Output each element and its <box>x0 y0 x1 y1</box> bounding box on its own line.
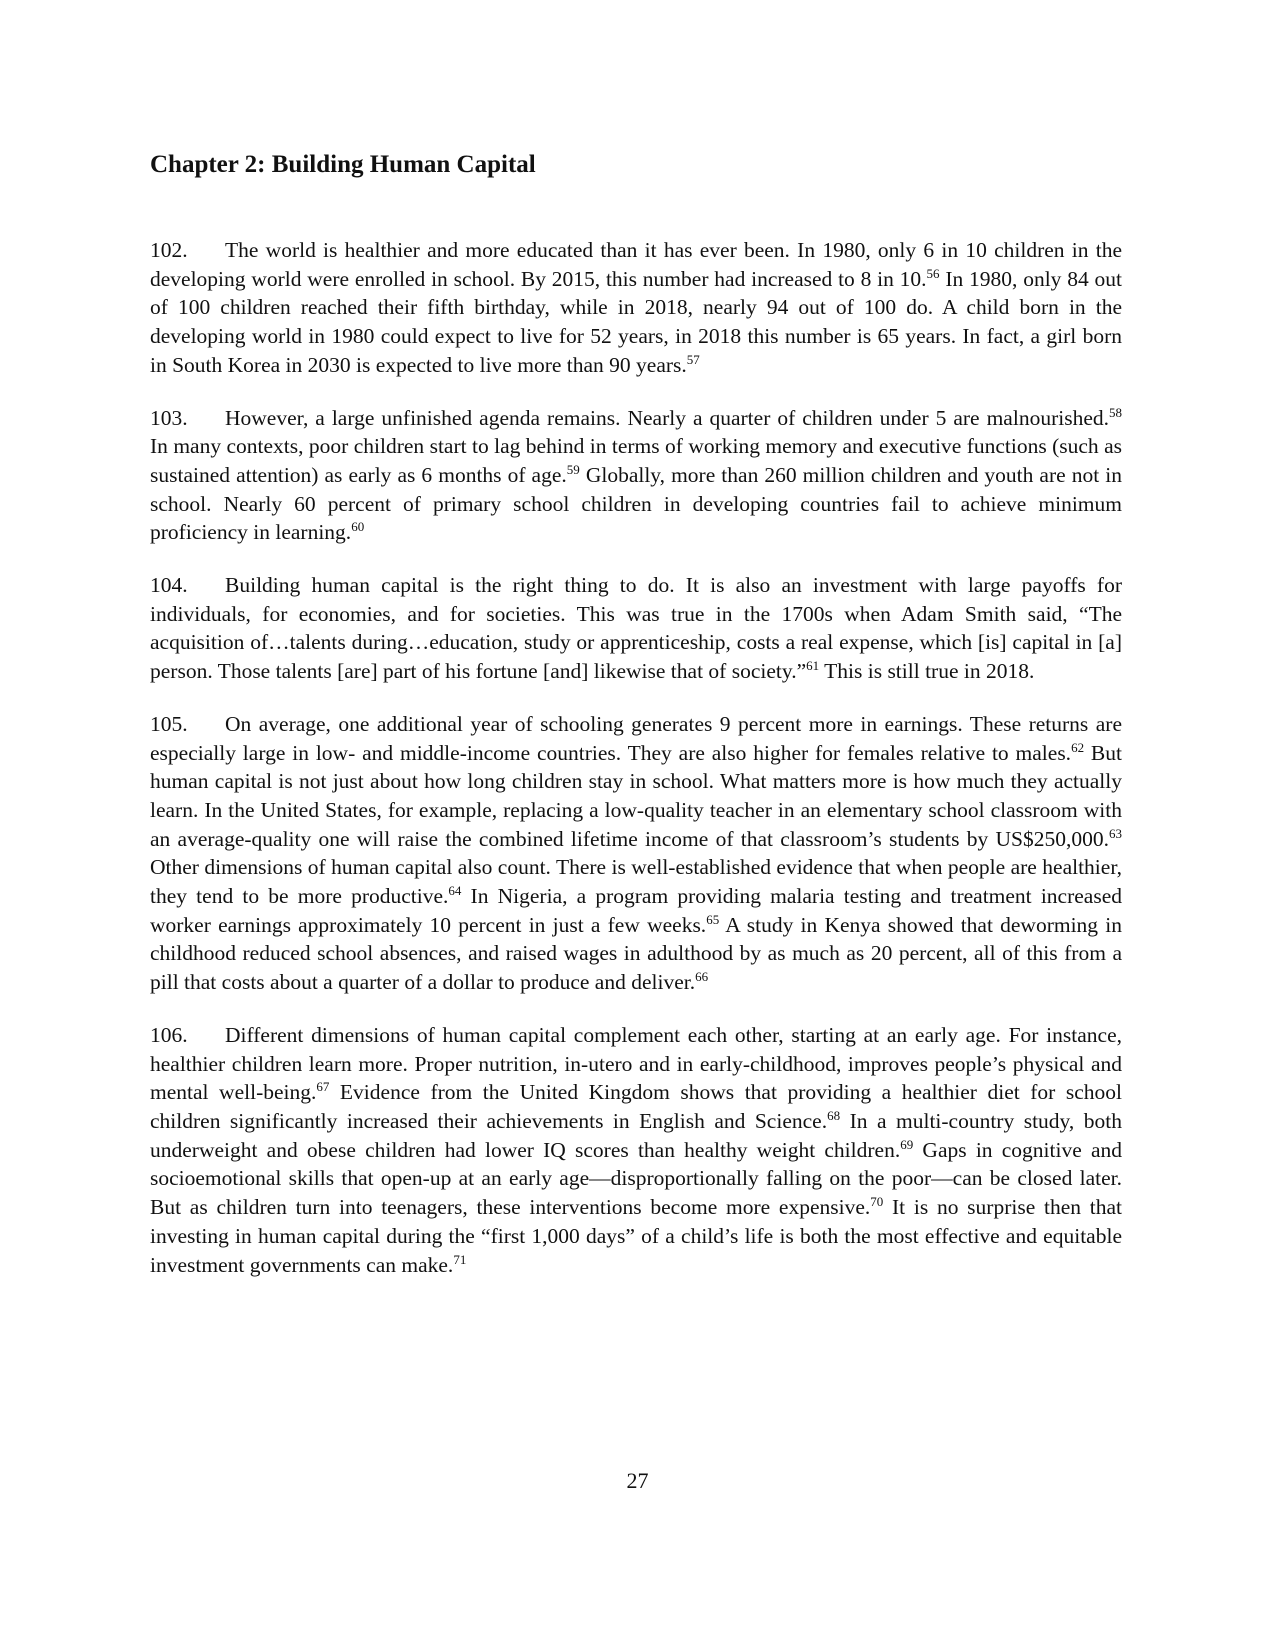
paragraph-text: Other dimensions of human capital also count. There is well-established evidence that when people are healthier, they tend to be more productive. <box>150 855 1122 909</box>
paragraph-text: In a multi-country study, both underweight and obese children had lower IQ scores than healthy weight children. <box>150 1108 1122 1162</box>
paragraph-number: 105. <box>150 711 188 736</box>
chapter-title: Chapter 2: Building Human Capital <box>150 151 536 178</box>
paragraph-number: 102. <box>150 238 188 262</box>
paragraph-text: It is no surprise then that investing in human capital during the “first 1,000 days” of a child’s life is both the most effective and equitable investment governments can make. <box>150 1195 1122 1277</box>
footnote-marker: 57 <box>686 351 700 367</box>
paragraph-number: 104. <box>150 573 188 598</box>
footnote-marker: 60 <box>351 519 365 535</box>
paragraph-text: In Nigeria, a program providing malaria testing and treatment increased worker earnings approximately 10 percent in just a few weeks. <box>150 884 1122 937</box>
paragraph-text: Globally, more than 260 million children and youth are not in school. Nearly 60 percent of primary school children in developing countries fail to achieve minimum proficiency in learning. <box>150 462 1122 545</box>
footnote-marker: 70 <box>870 1193 884 1209</box>
footnote-marker: 71 <box>453 1251 467 1267</box>
footnote-marker: 61 <box>806 657 820 673</box>
paragraph-text: The world is healthier and more educated than it has ever been. In 1980, only 6 in 10 children in the developing world were enrolled in school. By 2015, this number had increased to 8 in 10. <box>150 238 1122 291</box>
paragraph <box>150 236 1122 380</box>
footnote-marker: 63 <box>1109 825 1122 841</box>
page-number: 27 <box>626 1468 649 1493</box>
footnote-marker: 65 <box>706 911 720 927</box>
footnote-marker: 67 <box>316 1079 330 1095</box>
paragraph-text: This is still true in 2018. <box>819 659 1035 684</box>
paragraph <box>150 1021 1122 1279</box>
footnote-marker: 56 <box>926 265 940 281</box>
footnote-marker: 69 <box>900 1136 914 1152</box>
paragraph-text: Building human capital is the right thing to do. It is also an investment with large payoffs for individuals, for economies, and for societies. This was true in the 1700s when Adam Smith said, “The acquisition of…talents during…education, study or apprenticeship, costs a real expense, which [is] capital in [a] person. Those talents [are] part of his fortune [and] likewise that of society.” <box>150 573 1122 684</box>
paragraph-text: But human capital is not just about how long children stay in school. What matters more is how much they actually learn. In the United States, for example, replacing a low-quality teacher in an elementary school classroom with an average-quality one will raise the combined lifetime income of that classroom’s students by US$250,000. <box>150 740 1122 851</box>
footnote-marker: 68 <box>827 1107 841 1123</box>
paragraph <box>150 404 1122 548</box>
footnote-marker: 64 <box>448 882 462 898</box>
paragraph <box>150 710 1122 997</box>
paragraph-text: Gaps in cognitive and socioemotional skills that open-up at an early age—disproportionally falling on the poor—can be closed later. But as children turn into teenagers, these interventions become more expensive. <box>150 1137 1122 1220</box>
paragraph-text: A study in Kenya showed that deworming in childhood reduced school absences, and raised wages in adulthood by as much as 20 percent, all of this from a pill that costs about a quarter of a dollar to produce and deliver. <box>150 912 1122 995</box>
footnote-marker: 66 <box>695 969 709 985</box>
paragraph-text: Different dimensions of human capital complement each other, starting at an early age. For instance, healthier children learn more. Proper nutrition, in-utero and in early-childhood, improves people’s physical and mental well-being. <box>150 1022 1122 1105</box>
paragraph-text: However, a large unfinished agenda remains. Nearly a quarter of children under 5 are malnourished. <box>225 405 1109 430</box>
body-text <box>150 236 1122 1303</box>
paragraph-number: 106. <box>150 1022 188 1047</box>
footnote-marker: 58 <box>1109 404 1122 420</box>
footnote-marker: 59 <box>566 461 580 477</box>
paragraph-text: On average, one additional year of schooling generates 9 percent more in earnings. These returns are especially large in low- and middle-income countries. They are also higher for females relative to males. <box>150 711 1122 765</box>
paragraph-text: Evidence from the United Kingdom shows that providing a healthier diet for school children significantly increased their achievements in English and Science. <box>150 1080 1122 1133</box>
paragraph-text: In many contexts, poor children start to lag behind in terms of working memory and executive functions (such as sustained attention) as early as 6 months of age. <box>150 434 1122 487</box>
paragraph-number: 103. <box>150 405 188 430</box>
paragraph-text: In 1980, only 84 out of 100 children reached their fifth birthday, while in 2018, nearly 94 out of 100 do. A child born in the developing world in 1980 could expect to live for 52 years, in 2018 this number is 65 years. In fact, a girl born in South Korea in 2030 is expected to live more than 90 years. <box>150 266 1122 377</box>
paragraph <box>150 571 1122 686</box>
footnote-marker: 62 <box>1071 739 1085 755</box>
